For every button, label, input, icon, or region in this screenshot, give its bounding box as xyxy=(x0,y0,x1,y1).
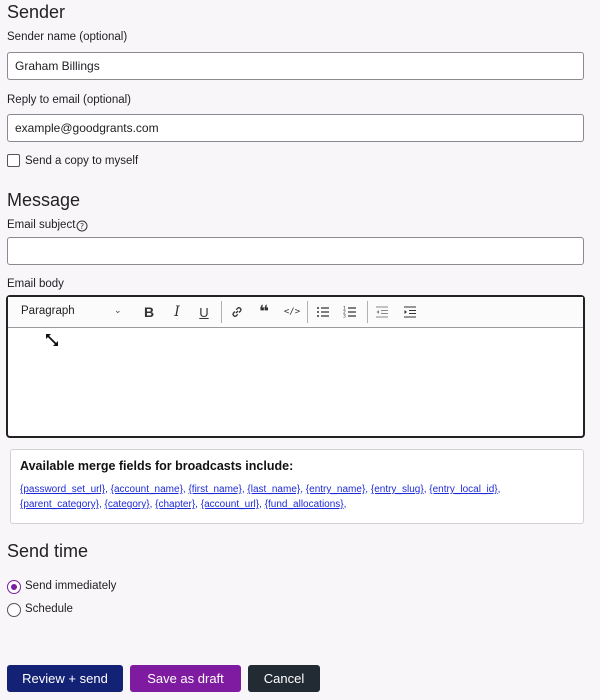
merge-field-link[interactable]: {last_name} xyxy=(247,484,301,495)
toolbar-divider xyxy=(221,301,222,323)
send-time-section-title: Send time xyxy=(7,541,89,561)
email-body-editor[interactable] xyxy=(6,295,585,438)
merge-field-link[interactable]: {entry_local_id} xyxy=(429,484,498,495)
bold-icon[interactable]: B xyxy=(143,304,155,320)
link-icon[interactable] xyxy=(229,304,245,320)
email-body-label: Email body xyxy=(7,278,64,290)
merge-field-link[interactable]: {first_name} xyxy=(188,484,242,495)
merge-field-link[interactable]: {category} xyxy=(104,499,150,510)
merge-field-link[interactable]: {chapter} xyxy=(155,499,196,510)
resize-cursor-icon xyxy=(44,332,60,348)
merge-field-link[interactable]: {fund_allocations} xyxy=(264,499,344,510)
cancel-button[interactable]: Cancel xyxy=(248,665,320,692)
merge-field-link[interactable]: {entry_slug} xyxy=(370,484,424,495)
email-subject-label: Email subject xyxy=(7,219,76,231)
sender-section-title: Sender xyxy=(7,2,66,22)
schedule-radio[interactable] xyxy=(7,603,21,617)
merge-field-link[interactable]: {parent_category} xyxy=(20,499,99,510)
send-immediately-label: Send immediately xyxy=(25,580,117,592)
format-select[interactable] xyxy=(21,305,129,317)
send-copy-label: Send a copy to myself xyxy=(25,155,139,167)
email-subject-input[interactable] xyxy=(7,237,584,265)
review-send-button[interactable]: Review + send xyxy=(7,665,123,692)
send-immediately-radio[interactable] xyxy=(7,580,21,594)
sender-name-input[interactable] xyxy=(7,52,584,80)
indent-icon[interactable] xyxy=(402,304,418,320)
merge-fields-list: {password_set_url}, {account_name}, {first_name}, {last_name}, {entry_name}, {entry_slug}, {entry_local_id}, {parent_category}, {category}, {chapter}, {account_url}, {fund_allocations}, xyxy=(20,484,501,510)
chevron-down-icon: ⌄ xyxy=(114,305,122,315)
merge-field-link[interactable]: {password_set_url} xyxy=(20,484,106,495)
reply-to-input[interactable] xyxy=(7,114,584,142)
format-select-value: Paragraph xyxy=(21,305,75,317)
reply-to-label: Reply to email (optional) xyxy=(7,94,132,106)
blockquote-icon[interactable]: ❝ xyxy=(259,302,269,321)
help-icon[interactable] xyxy=(76,219,88,231)
message-section-title: Message xyxy=(7,190,81,210)
code-icon[interactable]: </> xyxy=(283,307,301,317)
toolbar-divider xyxy=(307,301,308,323)
svg-text:1: 1 xyxy=(343,306,346,312)
italic-icon[interactable]: I xyxy=(174,304,180,320)
merge-fields-panel xyxy=(10,449,584,524)
save-draft-button[interactable]: Save as draft xyxy=(130,665,241,692)
merge-field-link[interactable]: {account_url} xyxy=(200,499,260,510)
send-copy-checkbox[interactable] xyxy=(7,154,20,167)
svg-text:3: 3 xyxy=(343,314,346,319)
svg-text:2: 2 xyxy=(343,310,346,316)
underline-icon[interactable]: U xyxy=(199,304,209,320)
editor-toolbar xyxy=(8,297,583,328)
svg-text:?: ? xyxy=(79,222,85,231)
merge-fields-title: Available merge fields for broadcasts include: xyxy=(20,459,294,473)
bullet-list-icon[interactable] xyxy=(315,304,331,320)
sender-name-label: Sender name (optional) xyxy=(7,31,128,43)
merge-field-link[interactable]: {account_name} xyxy=(110,484,183,495)
outdent-icon[interactable] xyxy=(374,304,390,320)
toolbar-divider xyxy=(367,301,368,323)
merge-field-link[interactable]: {entry_name} xyxy=(305,484,366,495)
numbered-list-icon[interactable] xyxy=(342,304,358,320)
schedule-label: Schedule xyxy=(25,603,73,615)
